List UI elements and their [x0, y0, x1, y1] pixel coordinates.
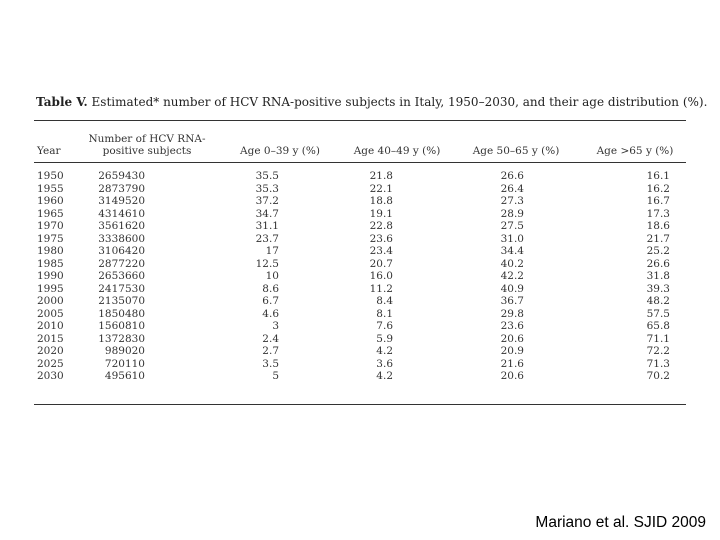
table-label: Table V.: [36, 95, 88, 109]
cell-age-0-39: 4.6: [262, 307, 279, 320]
table-row: [0, 208, 720, 221]
cell-number: 2135070: [98, 295, 145, 307]
cell-age-40-49: 3.6: [376, 357, 393, 370]
cell-number: 3106420: [98, 245, 145, 257]
cell-age-40-49: 23.4: [369, 245, 393, 257]
cell-age-50-65: 40.9: [500, 282, 524, 295]
cell-age-0-39: 2.4: [262, 332, 279, 345]
cell-year: 1980: [37, 245, 64, 257]
cell-age-40-49: 19.1: [369, 207, 393, 220]
cell-age-0-39: 12.5: [255, 257, 279, 270]
cell-age-50-65: 20.6: [500, 332, 524, 345]
cell-age-over-65: 18.6: [646, 220, 670, 232]
cell-age-over-65: 39.3: [646, 282, 670, 295]
cell-age-40-49: 16.0: [369, 270, 393, 282]
table-row: [0, 220, 720, 233]
cell-number: 2653660: [98, 270, 145, 282]
cell-age-0-39: 37.2: [255, 195, 279, 207]
cell-age-0-39: 35.5: [255, 170, 279, 182]
cell-year: 1960: [37, 195, 64, 207]
table-row: [0, 270, 720, 283]
cell-year: 2010: [37, 320, 64, 332]
table-row: [0, 258, 720, 271]
cell-age-50-65: 29.8: [500, 307, 524, 320]
column-header-age-over-65: Age >65 y (%): [596, 145, 674, 157]
cell-age-0-39: 34.7: [255, 207, 279, 220]
cell-number: 1372830: [98, 332, 145, 345]
cell-age-over-65: 48.2: [646, 295, 670, 307]
table-body: [0, 170, 720, 383]
cell-year: 1995: [37, 282, 64, 295]
cell-age-0-39: 2.7: [262, 345, 279, 357]
table-caption: [36, 95, 708, 109]
cell-age-50-65: 28.9: [500, 207, 524, 220]
cell-number: 3149520: [98, 195, 145, 207]
cell-year: 2020: [37, 345, 64, 357]
cell-number: 989020: [104, 345, 145, 357]
cell-age-0-39: 35.3: [255, 182, 279, 195]
cell-age-over-65: 26.6: [646, 257, 670, 270]
cell-year: 1985: [37, 257, 64, 270]
cell-age-0-39: 17: [265, 245, 279, 257]
cell-age-50-65: 42.2: [500, 270, 524, 282]
cell-age-40-49: 7.6: [376, 320, 393, 332]
cell-number: 495610: [104, 370, 145, 382]
cell-age-0-39: 6.7: [262, 295, 279, 307]
table-row: [0, 345, 720, 358]
cell-number: 3561620: [98, 220, 145, 232]
cell-number: 720110: [104, 357, 145, 370]
table-row: [0, 283, 720, 296]
column-header-number: Number of HCV RNA-positive subjects: [88, 133, 206, 157]
cell-age-50-65: 36.7: [500, 295, 524, 307]
cell-year: 1950: [37, 170, 64, 182]
cell-age-over-65: 25.2: [646, 245, 670, 257]
column-header-age-50-65: Age 50–65 y (%): [472, 145, 560, 157]
cell-age-50-65: 23.6: [500, 320, 524, 332]
cell-age-0-39: 10: [265, 270, 279, 282]
cell-age-over-65: 71.3: [646, 357, 670, 370]
cell-number: 2873790: [98, 182, 145, 195]
table-row: [0, 245, 720, 258]
cell-year: 1970: [37, 220, 64, 232]
citation: Mariano et al. SJID 2009: [535, 514, 706, 531]
table-caption-text: Estimated* number of HCV RNA-positive subjects in Italy, 1950–2030, and their age distribution (%).: [91, 95, 708, 109]
cell-age-40-49: 8.1: [376, 307, 393, 320]
cell-age-0-39: 3.5: [262, 357, 279, 370]
table-row: [0, 195, 720, 208]
table-header-rule: [34, 162, 686, 163]
cell-age-over-65: 70.2: [646, 370, 670, 382]
cell-number: 3338600: [98, 232, 145, 245]
table-row: [0, 333, 720, 346]
cell-number: 2877220: [98, 257, 145, 270]
cell-age-over-65: 65.8: [646, 320, 670, 332]
cell-age-0-39: 3: [272, 320, 279, 332]
cell-year: 1955: [37, 182, 64, 195]
cell-age-0-39: 8.6: [262, 282, 279, 295]
column-header-age-40-49: Age 40–49 y (%): [353, 145, 441, 157]
cell-number: 2417530: [98, 282, 145, 295]
cell-number: 1560810: [98, 320, 145, 332]
cell-age-over-65: 21.7: [646, 232, 670, 245]
cell-number: 1850480: [98, 307, 145, 320]
column-header-age-0-39: Age 0–39 y (%): [240, 145, 320, 157]
cell-age-50-65: 34.4: [500, 245, 524, 257]
cell-age-over-65: 71.1: [646, 332, 670, 345]
cell-age-0-39: 23.7: [255, 232, 279, 245]
cell-age-40-49: 5.9: [376, 332, 393, 345]
cell-year: 2025: [37, 357, 64, 370]
cell-age-50-65: 40.2: [500, 257, 524, 270]
cell-age-over-65: 16.7: [646, 195, 670, 207]
cell-age-40-49: 11.2: [369, 282, 393, 295]
cell-year: 1965: [37, 207, 64, 220]
cell-age-over-65: 17.3: [646, 207, 670, 220]
table-row: [0, 370, 720, 383]
cell-age-50-65: 20.6: [500, 370, 524, 382]
cell-number: 4314610: [98, 207, 145, 220]
cell-age-50-65: 27.5: [500, 220, 524, 232]
cell-age-50-65: 20.9: [500, 345, 524, 357]
cell-age-over-65: 16.2: [646, 182, 670, 195]
cell-age-40-49: 8.4: [376, 295, 393, 307]
table-row: [0, 295, 720, 308]
table-bottom-rule: [34, 404, 686, 405]
table-row: [0, 233, 720, 246]
cell-year: 2005: [37, 307, 64, 320]
cell-age-0-39: 5: [272, 370, 279, 382]
cell-age-50-65: 26.6: [500, 170, 524, 182]
cell-year: 1990: [37, 270, 64, 282]
cell-age-40-49: 21.8: [369, 170, 393, 182]
cell-number: 2659430: [98, 170, 145, 182]
cell-age-40-49: 22.8: [369, 220, 393, 232]
cell-year: 1975: [37, 232, 64, 245]
cell-age-over-65: 16.1: [646, 170, 670, 182]
cell-age-50-65: 31.0: [500, 232, 524, 245]
cell-age-0-39: 31.1: [255, 220, 279, 232]
table-row: [0, 358, 720, 371]
cell-year: 2015: [37, 332, 64, 345]
cell-age-50-65: 26.4: [500, 182, 524, 195]
cell-year: 2000: [37, 295, 64, 307]
cell-year: 2030: [37, 370, 64, 382]
cell-age-over-65: 72.2: [646, 345, 670, 357]
cell-age-over-65: 31.8: [646, 270, 670, 282]
cell-age-50-65: 21.6: [500, 357, 524, 370]
table-row: [0, 170, 720, 183]
table-row: [0, 183, 720, 196]
cell-age-40-49: 4.2: [376, 345, 393, 357]
cell-age-40-49: 20.7: [369, 257, 393, 270]
table-row: [0, 308, 720, 321]
cell-age-40-49: 18.8: [369, 195, 393, 207]
cell-age-40-49: 22.1: [369, 182, 393, 195]
cell-age-50-65: 27.3: [500, 195, 524, 207]
column-header-year: Year: [37, 145, 61, 157]
cell-age-40-49: 23.6: [369, 232, 393, 245]
table-top-rule: [34, 120, 686, 121]
cell-age-40-49: 4.2: [376, 370, 393, 382]
cell-age-over-65: 57.5: [646, 307, 670, 320]
table-row: [0, 320, 720, 333]
